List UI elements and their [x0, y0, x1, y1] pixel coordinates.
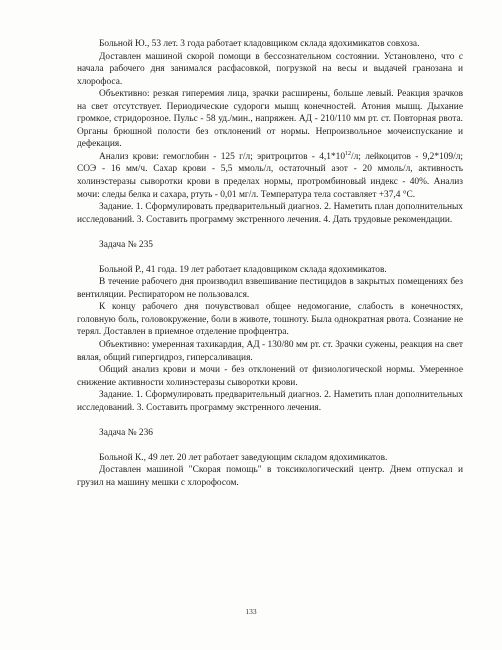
- paragraph: Объективно: умеренная тахикардия, АД - 130/80 мм рт. ст. Зрачки сужены, реакция на свет вялая, общий гипергидроз, гиперсаливация.: [77, 340, 463, 363]
- blood-analysis-text-start: Анализ крови: гемоглобин - 125 г/л; эритроцитов - 4,1*10: [99, 151, 346, 162]
- blood-analysis-text-end: /л; лейкоцитов - 9,2*109/л; СОЭ - 16 мм/ч. Сахар крови - 5,5 ммоль/л, остаточный азот - 20 ммоль/л, активность холинэстеразы сыворотки крови в пределах нормы, протромбиновый индекс - 40%. Анализ мочи: следы белка и сахара, ртуть - 0,01 мг/л. Температура тела составляет +37,4 °С.: [77, 151, 463, 200]
- paragraph: Доставлен машиной скорой помощи в бессознательном состоянии. Установлено, что с начала рабочего дня занимался расфасовкой, погрузкой на весы и выдачей гранозана и хлорофоса.: [77, 51, 463, 87]
- paragraph: Больной Ю., 53 лет. 3 года работает кладовщиком склада ядохимикатов совхоза.: [99, 39, 420, 49]
- paragraph: Общий анализ крови и мочи - без отклонений от физиологической нормы. Умеренное снижение активности холинэстеразы сыворотки крови.: [77, 365, 463, 388]
- page-number: 133: [245, 607, 257, 616]
- task-heading: Задача № 235: [99, 239, 153, 250]
- paragraph-gap: [77, 226, 463, 239]
- paragraph-gap: [77, 414, 463, 427]
- paragraph: Больной К., 49 лет. 20 лет работает заведующим складом ядохимикатов.: [99, 452, 388, 463]
- paragraph: К концу рабочего дня почувствовал общее недомогание, слабость в конечностях, головную боль, головокружение, боли в животе, тошноту. Была однократная рвота. Сознание не терял. Доставлен в приемное отделение профцентра.: [77, 302, 463, 338]
- paragraph: В течение рабочего дня производил взвешивание пестицидов в закрытых помещениях без вентиляции. Респиратором не пользовался.: [77, 277, 463, 300]
- task-heading: Задача № 236: [99, 427, 153, 438]
- document-body: [77, 38, 463, 490]
- paragraph-gap: [77, 251, 463, 264]
- paragraph: Доставлен машиной "Скорая помощь" в токсикологический центр. Днем отпускал и грузил на машину мешки с хлорофосом.: [77, 465, 463, 488]
- paragraph: Задание. 1. Сформулировать предварительный диагноз. 2. Наметить план дополнительных исследований. 3. Составить программу экстренного лечения.: [77, 390, 463, 413]
- paragraph: Больной Р., 41 года. 19 лет работает кладовщиком склада ядохимикатов.: [99, 264, 387, 275]
- exponent: 12: [345, 150, 352, 157]
- paragraph-blood-analysis: [77, 151, 463, 201]
- paragraph: Задание. 1. Сформулировать предварительный диагноз. 2. Наметить план дополнительных исследований. 3. Составить программу экстренного лечения. 4. Дать трудовые рекомендации.: [77, 202, 463, 225]
- paragraph-gap: [77, 439, 463, 452]
- paragraph: Объективно: резкая гиперемия лица, зрачки расширены, больше левый. Реакция зрачков на свет отсутствует. Периодические судороги мышц конечностей. Атония мышц. Дыхание громкое, стридорозное. Пульс - 58 уд./мин., напряжен. АД - 210/110 мм рт. ст. Повторная рвота. Органы брюшной полости без отклонений от нормы. Непроизвольное мочеиспускание и дефекация.: [77, 89, 463, 150]
